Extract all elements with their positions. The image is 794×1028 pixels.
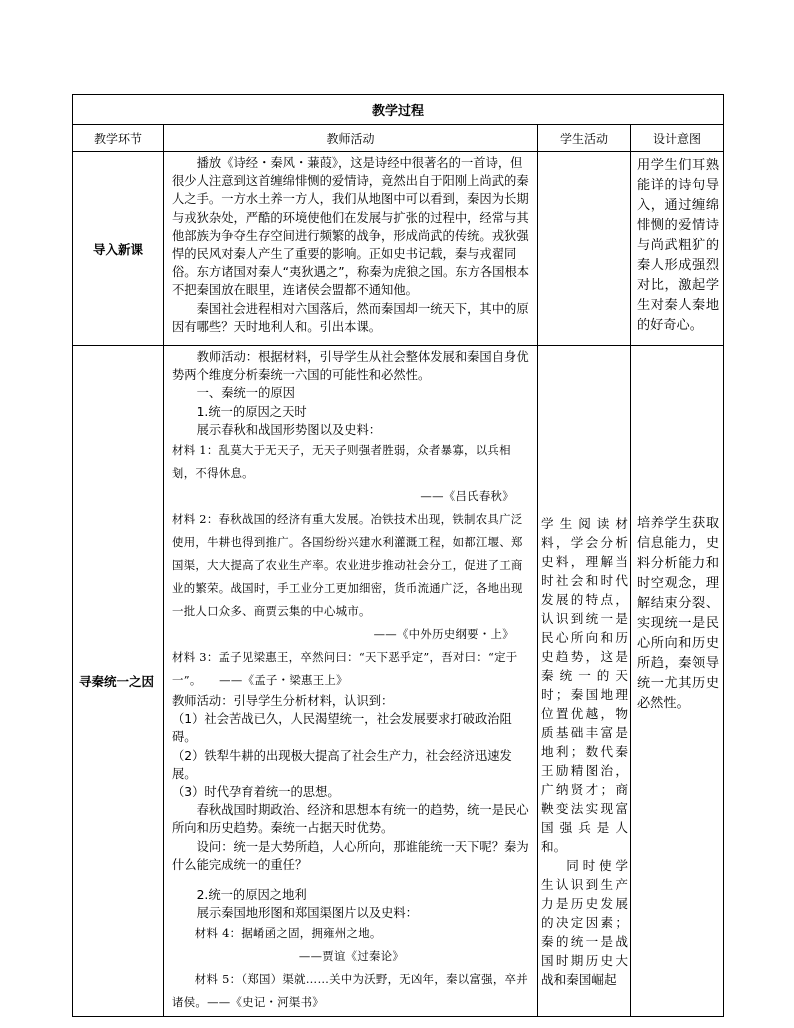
paragraph: 同时使学生认识到生产力是历史发展的决定因素；秦的统一是战国时期历史大战和秦国崛起 <box>541 858 628 987</box>
sub-heading: 2.统一的原因之地利 <box>196 888 307 903</box>
point: （1）社会苦战已久，人民渴望统一，社会发展要求打破政治阻碍。 <box>172 712 512 745</box>
stage-intro: 导入新课 <box>73 152 164 346</box>
paragraph: 教师活动：引导学生分析材料，认识到： <box>172 694 394 709</box>
section-heading: 一、秦统一的原因 <box>196 386 295 401</box>
question: 设问：统一是大势所趋，人心所向，那谁能统一天下呢？秦为什么能完成统一的重任？ <box>172 839 529 872</box>
header-intent: 设计意图 <box>631 125 724 152</box>
table-title: 教学过程 <box>73 95 724 125</box>
paragraph: 春秋战国时期政治、经济和思想本有统一的趋势，统一是民心所向和历史趋势。秦统一占据天时优势。 <box>172 803 529 836</box>
design-intent-reason: 培养学生获取信息能力，史料分析能力和时空观念，理解结束分裂、实现统一是民心所向和历史所趋，秦领导统一尤其历史必然性。 <box>631 346 724 1017</box>
student-activity-reason <box>538 346 631 1017</box>
source-material: 材料 2：春秋战国的经济有重大发展。冶铁技术出现，铁制农具广泛使用，牛耕也得到推广。各国纷纷兴建水利灌溉工程，如都江堰、郑国渠，大大提高了农业生产率。农业进步推动社会分工，促进了工商业的繁荣。战国时，手工业分工更加细密，货币流通广泛，各地出现一批人口众多、商贾云集的中心城市。 <box>172 512 523 619</box>
design-intent-intro: 用学生们耳熟能详的诗句导入，通过缠绵悱恻的爱情诗与尚武粗犷的秦人形成强烈对比，激起学生对秦人秦地的好奇心。 <box>631 152 724 346</box>
header-teacher: 教师活动 <box>164 125 538 152</box>
source-citation: ——贾谊《过秦论》 <box>298 949 405 964</box>
paragraph: 秦国社会进程相对六国落后，然而秦国却一统天下，其中的原因有哪些？天时地利人和。引出本课。 <box>172 301 529 334</box>
header-stage: 教学环节 <box>73 125 164 152</box>
sub-heading: 1.统一的原因之天时 <box>196 404 307 419</box>
source-citation: ——《吕氏春秋》 <box>420 489 514 504</box>
point: （3）时代孕育着统一的思想。 <box>172 785 340 800</box>
point: （2）铁犁牛耕的出现极大提高了社会生产力，社会经济迅速发展。 <box>172 748 512 781</box>
teacher-activity-reason <box>164 346 538 1017</box>
stage-reason: 寻秦统一之因 <box>73 346 164 1017</box>
paragraph: 展示秦国地形图和郑国渠图片以及史料： <box>196 906 418 921</box>
student-activity-intro <box>538 152 631 346</box>
header-student: 学生活动 <box>538 125 631 152</box>
paragraph: 学生阅读材料，学会分析史料，理解当时社会和时代发展的特点，认识到统一是民心所向和历史趋势，这是秦统一的天时；秦国地理位置优越，物质基础丰富是地利；数代秦王励精图治，广纳贤才；商鞅变法实现富国强兵是人和。 <box>541 516 628 854</box>
source-material: 材料 4：据崤函之固，拥雍州之地。 <box>194 926 382 941</box>
source-material: 材料 3：孟子见梁惠王，卒然问曰：“天下恶乎定”，吾对曰：“定于一”。 ——《孟子・梁惠王上》 <box>172 650 518 688</box>
paragraph: 展示春秋和战国形势图以及史料： <box>196 422 382 437</box>
teacher-activity-intro <box>164 152 538 346</box>
paragraph: 播放《诗经・秦风・蒹葭》，这是诗经中很著名的一首诗，但很少人注意到这首缠绵悱恻的爱情诗，竟然出自于阳刚上尚武的秦人之手。一方水土养一方人，我们从地图中可以看到，秦因为长期与戎狄杂处，严酷的环境使他们在发展与扩张的过程中，经常与其他部族为争夺生存空间进行频繁的战争，形成尚武的传统。戎狄强悍的民风对秦人产生了重要的影响。正如史书记载，秦与戎翟同俗。东方诸国对秦人“夷狄遇之”，称秦为虎狼之国。东方各国根本不把秦国放在眼里，连诸侯会盟都不通知他。 <box>172 156 530 298</box>
paragraph: 教师活动：根据材料，引导学生从社会整体发展和秦国自身优势两个维度分析秦统一六国的可能性和必然性。 <box>172 350 529 383</box>
source-citation: ——《中外历史纲要・上》 <box>373 627 514 642</box>
source-material: 材料 1：乱莫大于无天子，无天子则强者胜弱，众者暴寡，以兵相刬，不得休息。 <box>172 443 511 481</box>
source-material: 材料 5：（郑国）渠就……关中为沃野，无凶年，秦以富强，卒并诸侯。——《史记・河渠书》 <box>172 972 528 1010</box>
teaching-process-table <box>72 94 724 1017</box>
spacer <box>172 874 531 886</box>
